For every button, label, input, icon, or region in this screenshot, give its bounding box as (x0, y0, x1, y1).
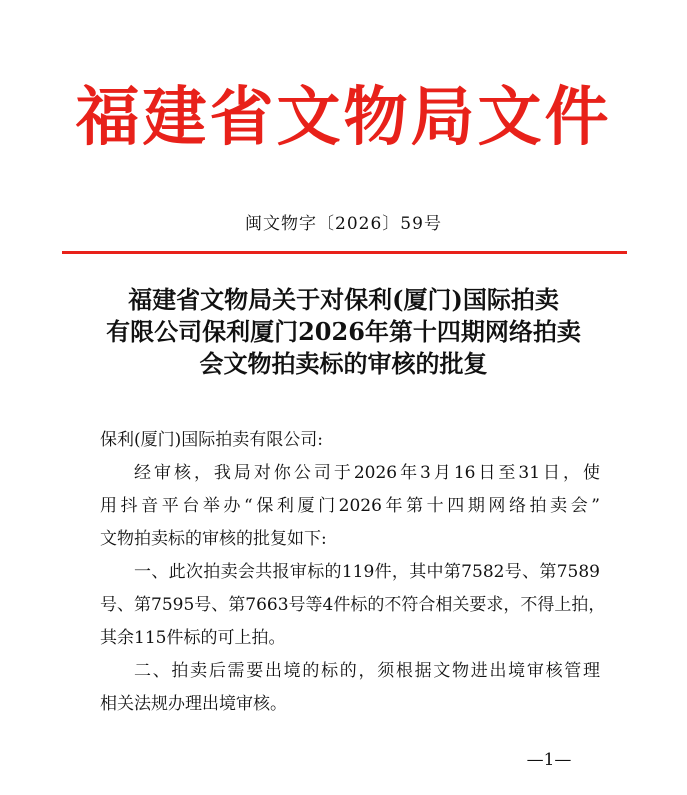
body-line: 文物拍卖标的审核的批复如下: (100, 529, 327, 549)
document-title-line: 会文物拍卖标的审核的批复 (199, 349, 488, 378)
issuing-authority-header: 福建省文物局文件 (75, 80, 612, 155)
document-title-line: 福建省文物局关于对保利(厦门)国际拍卖 (128, 285, 559, 314)
red-separator-rule (62, 251, 627, 254)
body-line: 一、此次拍卖会共报审标的119件，其中第7582号、第7589 (134, 562, 600, 582)
body-line: 经审核，我局对你公司于2026年3月16日至31日，使 (134, 463, 600, 483)
body-line: 其余115件标的可上拍。 (100, 628, 286, 648)
document-title-line: 有限公司保利厦门2026年第十四期网络拍卖 (106, 317, 581, 346)
page-number: —1— (526, 750, 572, 770)
body-line: 号、第7595号、第7663号等4件标的不符合相关要求，不得上拍， (100, 595, 606, 615)
document-title (0, 284, 687, 380)
body-line: 用抖音平台举办“保利厦门2026年第十四期网络拍卖会” (100, 496, 600, 516)
body-line: 相关法规办理出境审核。 (100, 694, 287, 714)
body-line: 二、拍卖后需要出境的标的，须根据文物进出境审核管理 (134, 661, 600, 681)
document-number: 闽文物字〔2026〕59号 (245, 214, 442, 234)
salutation: 保利(厦门)国际拍卖有限公司: (100, 430, 323, 450)
document-body (100, 424, 606, 721)
